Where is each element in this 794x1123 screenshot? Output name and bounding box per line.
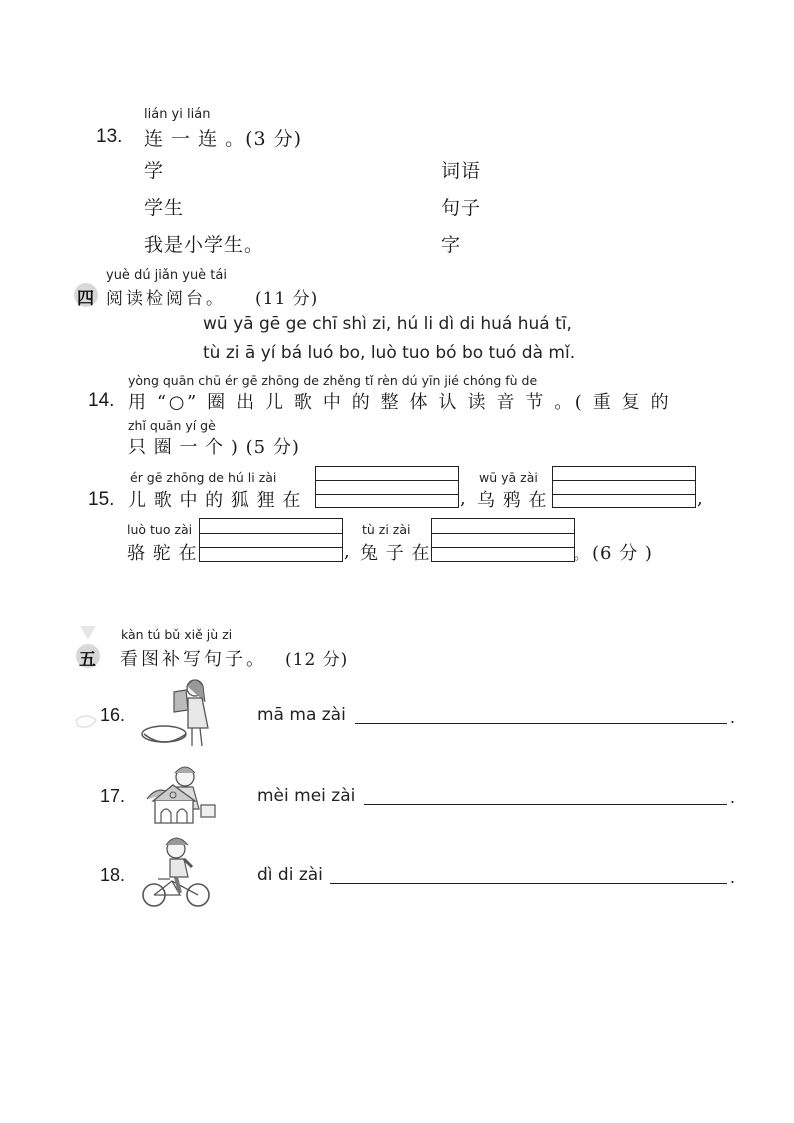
q18-number: 18. bbox=[100, 865, 126, 885]
q15-answer-box-camel[interactable] bbox=[199, 518, 343, 562]
q17-end-period: . bbox=[730, 787, 736, 807]
q16-number: 16. bbox=[100, 705, 126, 725]
q15-comma: , bbox=[344, 541, 351, 562]
q16-prompt: mā ma zài bbox=[257, 705, 346, 725]
section5-title: 看图补写句子。 bbox=[120, 649, 267, 670]
section5-pinyin: kàn tú bǔ xiě jù zi bbox=[121, 627, 233, 642]
q15-answer-box-crow[interactable] bbox=[552, 466, 696, 508]
q13-right-column bbox=[441, 156, 481, 257]
q13-right-item[interactable]: 句子 bbox=[441, 197, 482, 219]
q13-title: 连 一 连 。(3 分) bbox=[144, 128, 303, 150]
section5-badge bbox=[76, 644, 100, 668]
q13-right-item[interactable]: 字 bbox=[441, 234, 462, 256]
q15-pinyin-b: wū yā zài bbox=[479, 470, 538, 485]
q18-prompt: dì di zài bbox=[257, 865, 323, 885]
q18-answer-line[interactable] bbox=[330, 883, 727, 884]
q18-end-period: . bbox=[730, 867, 736, 887]
q14-pinyin-line2: zhǐ quān yí gè bbox=[128, 418, 216, 433]
q15-comma: , bbox=[460, 488, 467, 509]
q13-left-item[interactable]: 学生 bbox=[144, 197, 185, 219]
poem-line-2: tù zi ā yí bá luó bo, luò tuo bó bo tuó dà mǐ. bbox=[203, 343, 576, 363]
q13-left-item[interactable]: 我是小学生。 bbox=[144, 234, 265, 256]
q16-answer-line[interactable] bbox=[355, 723, 727, 724]
section4-badge-text: 四 bbox=[77, 289, 94, 309]
section5-badge-text: 五 bbox=[79, 650, 96, 670]
q15-comma: , bbox=[697, 488, 704, 509]
q15-period: 。 bbox=[574, 548, 589, 563]
q17-prompt: mèi mei zài bbox=[257, 786, 356, 806]
q14-text-line2: 只 圈 一 个 ) (5 分) bbox=[128, 437, 300, 458]
girl-playing-blocks-icon bbox=[143, 765, 223, 827]
q14-text-line1: 用 “○” 圈 出 儿 歌 中 的 整 体 认 读 音 节 。( 重 复 的 bbox=[128, 392, 672, 413]
q15-text-b: 乌 鸦 在 bbox=[477, 490, 548, 511]
q13-right-item[interactable]: 词语 bbox=[441, 160, 482, 182]
poem-line-1: wū yā gē ge chī shì zi, hú li dì di huá huá tī, bbox=[203, 314, 572, 334]
q15-pinyin-d: tù zi zài bbox=[362, 522, 411, 537]
q15-text-a: 儿 歌 中 的 狐 狸 在 bbox=[128, 490, 302, 511]
q17-number: 17. bbox=[100, 786, 126, 806]
q14-pinyin-line1: yòng quān chū ér gē zhōng de zhěng tǐ rèn dú yīn jié chóng fù de bbox=[128, 373, 538, 388]
q16-end-period: . bbox=[730, 707, 736, 727]
q15-answer-box-rabbit[interactable] bbox=[431, 518, 575, 562]
section4-badge bbox=[74, 283, 98, 307]
q15-answer-box-fox[interactable] bbox=[315, 466, 459, 508]
section4-pinyin: yuè dú jiǎn yuè tái bbox=[106, 268, 227, 283]
q15-number: 15. bbox=[88, 489, 115, 510]
section4-title: 阅读检阅台。 bbox=[106, 289, 226, 309]
q13-left-item[interactable]: 学 bbox=[144, 160, 165, 182]
section5-score: (12 分) bbox=[285, 650, 349, 670]
q15-text-d: 兔 子 在 bbox=[360, 543, 431, 564]
mother-washing-clothes-icon bbox=[140, 672, 215, 752]
q13-pinyin: lián yi lián bbox=[144, 107, 211, 122]
q15-text-c: 骆 驼 在 bbox=[127, 543, 198, 564]
q15-score: (6 分 ) bbox=[592, 543, 653, 564]
q13-number: 13. bbox=[96, 126, 123, 147]
q15-pinyin-a: ér gē zhōng de hú li zài bbox=[130, 470, 277, 485]
q15-pinyin-c: luò tuo zài bbox=[127, 522, 193, 537]
q14-number: 14. bbox=[88, 390, 115, 411]
q17-answer-line[interactable] bbox=[364, 804, 727, 805]
section4-score: (11 分) bbox=[255, 289, 319, 309]
q13-left-column bbox=[144, 156, 264, 257]
boy-riding-bicycle-icon bbox=[140, 835, 215, 913]
